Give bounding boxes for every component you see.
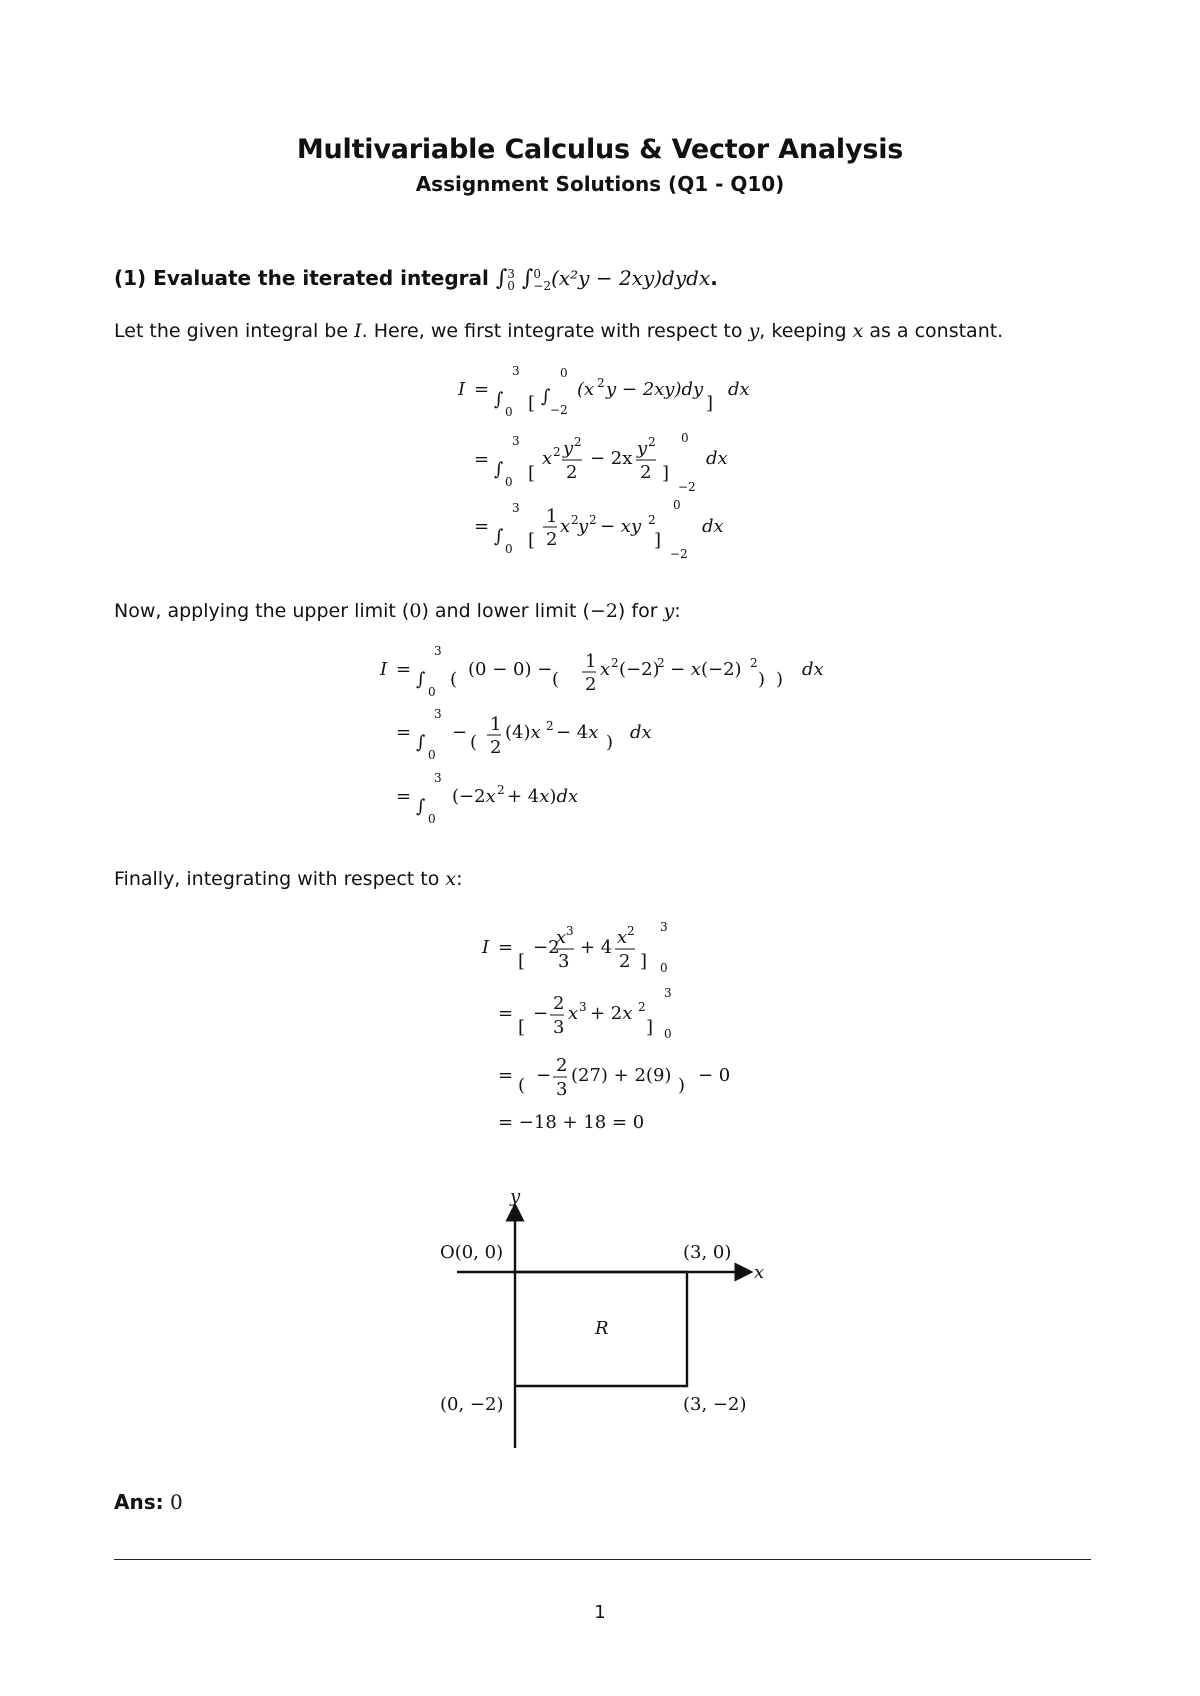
var-I: I <box>354 320 362 342</box>
origin-label: O(0, 0) <box>440 1242 504 1263</box>
svg-text:−2: −2 <box>670 547 688 560</box>
svg-text:(x: (x <box>577 379 595 400</box>
svg-text:x: x <box>600 659 611 680</box>
var-x: x <box>852 320 864 342</box>
step2-paragraph <box>114 600 681 622</box>
integral-sign: ∫ <box>494 389 504 410</box>
svg-text:2: 2 <box>648 435 656 449</box>
svg-text:(: ( <box>470 732 478 753</box>
svg-text:2: 2 <box>597 376 605 390</box>
svg-text:]: ] <box>706 393 714 414</box>
svg-text:1: 1 <box>546 506 558 527</box>
step2-text-b: ) and lower limit ( <box>421 600 590 622</box>
svg-text:∫: ∫ <box>541 386 551 407</box>
var-y: y <box>748 320 760 342</box>
integral-sign-outer: ∫ <box>495 266 508 291</box>
svg-text:y: y <box>637 438 648 459</box>
svg-text:]: ] <box>654 530 662 551</box>
svg-text:]: ] <box>640 951 648 972</box>
svg-text:−: − <box>536 1065 552 1086</box>
svg-text:dx: dx <box>702 516 724 537</box>
svg-text:2: 2 <box>750 656 758 670</box>
svg-text:3: 3 <box>556 1079 568 1100</box>
svg-text:2: 2 <box>627 924 635 938</box>
step1-text-b: . Here, we first integrate with respect to <box>361 320 749 342</box>
integral-sign-inner: ∫ <box>521 266 534 291</box>
svg-text:0: 0 <box>428 812 436 826</box>
svg-text:(4)x: (4)x <box>505 722 541 743</box>
svg-text:x: x <box>568 1003 579 1024</box>
svg-text:2: 2 <box>585 674 597 695</box>
svg-text:x: x <box>542 448 553 469</box>
step3-paragraph <box>114 868 463 890</box>
svg-text:− xy: − xy <box>600 516 642 537</box>
region-figure <box>400 1180 800 1460</box>
upper-limit-value: 0 <box>409 600 422 622</box>
eq1-lhs: I <box>458 379 466 400</box>
svg-text:−: − <box>452 722 468 743</box>
svg-text:0: 0 <box>505 542 513 556</box>
svg-text:=: = <box>474 379 490 400</box>
svg-text:2: 2 <box>657 656 665 670</box>
svg-text:I: I <box>482 937 490 958</box>
svg-text:y: y <box>578 516 589 537</box>
svg-text:+ 2x: + 2x <box>590 1003 633 1024</box>
svg-text:(: ( <box>518 1075 526 1096</box>
document-subtitle: Assignment Solutions (Q1 - Q10) <box>415 172 785 196</box>
svg-text:=: = <box>396 722 412 743</box>
svg-text:): ) <box>776 669 784 690</box>
svg-text:2: 2 <box>553 993 565 1014</box>
svg-text:3: 3 <box>512 434 520 448</box>
inner-upper-limit: 0 <box>533 266 542 281</box>
step1-text-a: Let the given integral be <box>114 320 355 342</box>
svg-text:2: 2 <box>619 951 631 972</box>
svg-text:0: 0 <box>560 366 568 380</box>
svg-text:− 0: − 0 <box>698 1065 731 1086</box>
step2-text-d: : <box>674 600 681 622</box>
svg-text:dx: dx <box>706 448 728 469</box>
svg-text:): ) <box>758 669 766 690</box>
svg-text:x: x <box>560 516 571 537</box>
svg-text:+ 4x)dx: + 4x)dx <box>507 786 579 807</box>
svg-text:2: 2 <box>571 513 579 527</box>
svg-text:(−2x: (−2x <box>452 786 496 807</box>
svg-text:2: 2 <box>546 719 554 733</box>
outer-upper-limit: 3 <box>507 266 515 281</box>
question-end: . <box>710 266 718 290</box>
svg-text:2: 2 <box>497 783 505 797</box>
step3-text-b: : <box>456 868 463 890</box>
svg-text:=: = <box>474 516 490 537</box>
svg-text:−: − <box>533 1003 549 1024</box>
svg-text:2: 2 <box>648 513 656 527</box>
svg-text:= −18 + 18 = 0: = −18 + 18 = 0 <box>498 1112 645 1133</box>
svg-text:0: 0 <box>681 431 689 445</box>
document-title: Multivariable Calculus & Vector Analysis <box>296 134 904 165</box>
svg-text:(: ( <box>552 669 560 690</box>
svg-text:]: ] <box>646 1017 654 1038</box>
svg-text:x: x <box>617 927 628 948</box>
svg-text:−2: −2 <box>550 403 568 417</box>
svg-text:dx: dx <box>802 659 824 680</box>
answer-value: 0 <box>169 1490 183 1514</box>
svg-text:=: = <box>498 1003 514 1024</box>
equation-block-2 <box>0 640 1200 840</box>
svg-text:1: 1 <box>490 714 502 735</box>
svg-text:[: [ <box>528 463 536 484</box>
page-number: 1 <box>594 1602 606 1623</box>
step3-text-a: Finally, integrating with respect to <box>114 868 446 890</box>
svg-text:[: [ <box>528 393 536 414</box>
svg-text:3: 3 <box>434 644 442 658</box>
svg-text:2: 2 <box>589 513 597 527</box>
corner-label-top-right: (3, 0) <box>683 1242 732 1263</box>
outer-lower-limit: 0 <box>507 278 515 293</box>
svg-text:): ) <box>678 1075 686 1096</box>
svg-text:2: 2 <box>638 1000 646 1014</box>
svg-text:2: 2 <box>611 656 619 670</box>
svg-text:∫: ∫ <box>494 459 504 480</box>
svg-text:0: 0 <box>428 748 436 762</box>
svg-text:I: I <box>380 659 388 680</box>
svg-text:3: 3 <box>434 771 442 785</box>
svg-text:(0 − 0) −: (0 − 0) − <box>468 659 553 680</box>
svg-text:y: y <box>563 438 574 459</box>
svg-text:3: 3 <box>512 364 520 378</box>
svg-text:2: 2 <box>553 445 561 459</box>
svg-text:3: 3 <box>579 1000 587 1014</box>
lower-limit-value: −2 <box>589 600 618 622</box>
svg-text:−2: −2 <box>533 937 560 958</box>
svg-text:=: = <box>474 449 490 470</box>
step1-text-c: , keeping <box>759 320 853 342</box>
svg-text:(: ( <box>450 669 458 690</box>
svg-text:+ 4: + 4 <box>580 937 613 958</box>
var-x-2: x <box>445 868 457 890</box>
svg-text:2: 2 <box>546 529 558 550</box>
step1-text-d: as a constant. <box>863 320 1004 342</box>
answer-label: Ans: <box>114 1490 164 1514</box>
svg-text:[: [ <box>518 951 526 972</box>
svg-text:0: 0 <box>505 475 513 489</box>
step2-text-a: Now, applying the upper limit ( <box>114 600 410 622</box>
svg-text:3: 3 <box>558 951 570 972</box>
corner-label-bottom-left: (0, −2) <box>440 1394 504 1415</box>
svg-text:3: 3 <box>512 501 520 515</box>
svg-text:[: [ <box>528 530 536 551</box>
svg-text:(−2): (−2) <box>619 659 660 680</box>
svg-text:− x(−2): − x(−2) <box>670 659 742 680</box>
svg-text:3: 3 <box>660 920 668 934</box>
svg-text:3: 3 <box>434 707 442 721</box>
x-axis-label: x <box>754 1262 765 1283</box>
question-label: (1) Evaluate the iterated integral <box>114 266 489 290</box>
svg-text:0: 0 <box>673 498 681 512</box>
svg-text:dx: dx <box>630 722 652 743</box>
svg-text:0: 0 <box>428 685 436 699</box>
svg-text:2: 2 <box>640 462 652 483</box>
question-statement <box>114 266 718 292</box>
answer-line <box>114 1490 183 1514</box>
svg-text:∫: ∫ <box>494 526 504 547</box>
svg-text:=: = <box>396 659 412 680</box>
svg-text:3: 3 <box>566 924 574 938</box>
step1-paragraph <box>114 320 1003 342</box>
svg-text:2: 2 <box>574 435 582 449</box>
svg-text:dx: dx <box>728 379 750 400</box>
corner-label-bottom-right: (3, −2) <box>683 1394 747 1415</box>
svg-text:3: 3 <box>553 1017 565 1038</box>
footer-rule <box>114 1559 1091 1560</box>
svg-text:− 4x: − 4x <box>556 722 599 743</box>
svg-text:0: 0 <box>664 1027 672 1041</box>
equation-block-1 <box>0 360 1200 560</box>
var-y-2: y <box>663 600 675 622</box>
svg-text:∫: ∫ <box>416 796 426 817</box>
integrand: (x²y − 2xy)dydx <box>551 266 711 290</box>
svg-text:− 2x: − 2x <box>590 448 633 469</box>
svg-text:=: = <box>498 1065 514 1086</box>
svg-text:=: = <box>498 937 514 958</box>
equation-block-3 <box>0 905 1200 1135</box>
svg-text:2: 2 <box>490 737 502 758</box>
svg-text:): ) <box>606 732 614 753</box>
step2-text-c: ) for <box>617 600 664 622</box>
svg-text:=: = <box>396 786 412 807</box>
y-axis-label: y <box>510 1186 521 1207</box>
svg-text:2: 2 <box>556 1055 568 1076</box>
svg-text:2: 2 <box>566 462 578 483</box>
svg-text:1: 1 <box>585 651 597 672</box>
svg-text:x: x <box>556 927 567 948</box>
svg-text:]: ] <box>662 463 670 484</box>
region-label: R <box>595 1318 609 1339</box>
svg-text:∫: ∫ <box>416 669 426 690</box>
svg-text:3: 3 <box>664 986 672 1000</box>
svg-text:∫: ∫ <box>416 732 426 753</box>
svg-text:(27) + 2(9): (27) + 2(9) <box>571 1065 672 1086</box>
svg-text:−2: −2 <box>678 480 696 494</box>
svg-text:[: [ <box>518 1017 526 1038</box>
svg-text:0: 0 <box>660 961 668 975</box>
svg-text:0: 0 <box>505 405 513 419</box>
svg-text:y − 2xy)dy: y − 2xy)dy <box>606 379 704 400</box>
inner-lower-limit: −2 <box>533 278 552 293</box>
